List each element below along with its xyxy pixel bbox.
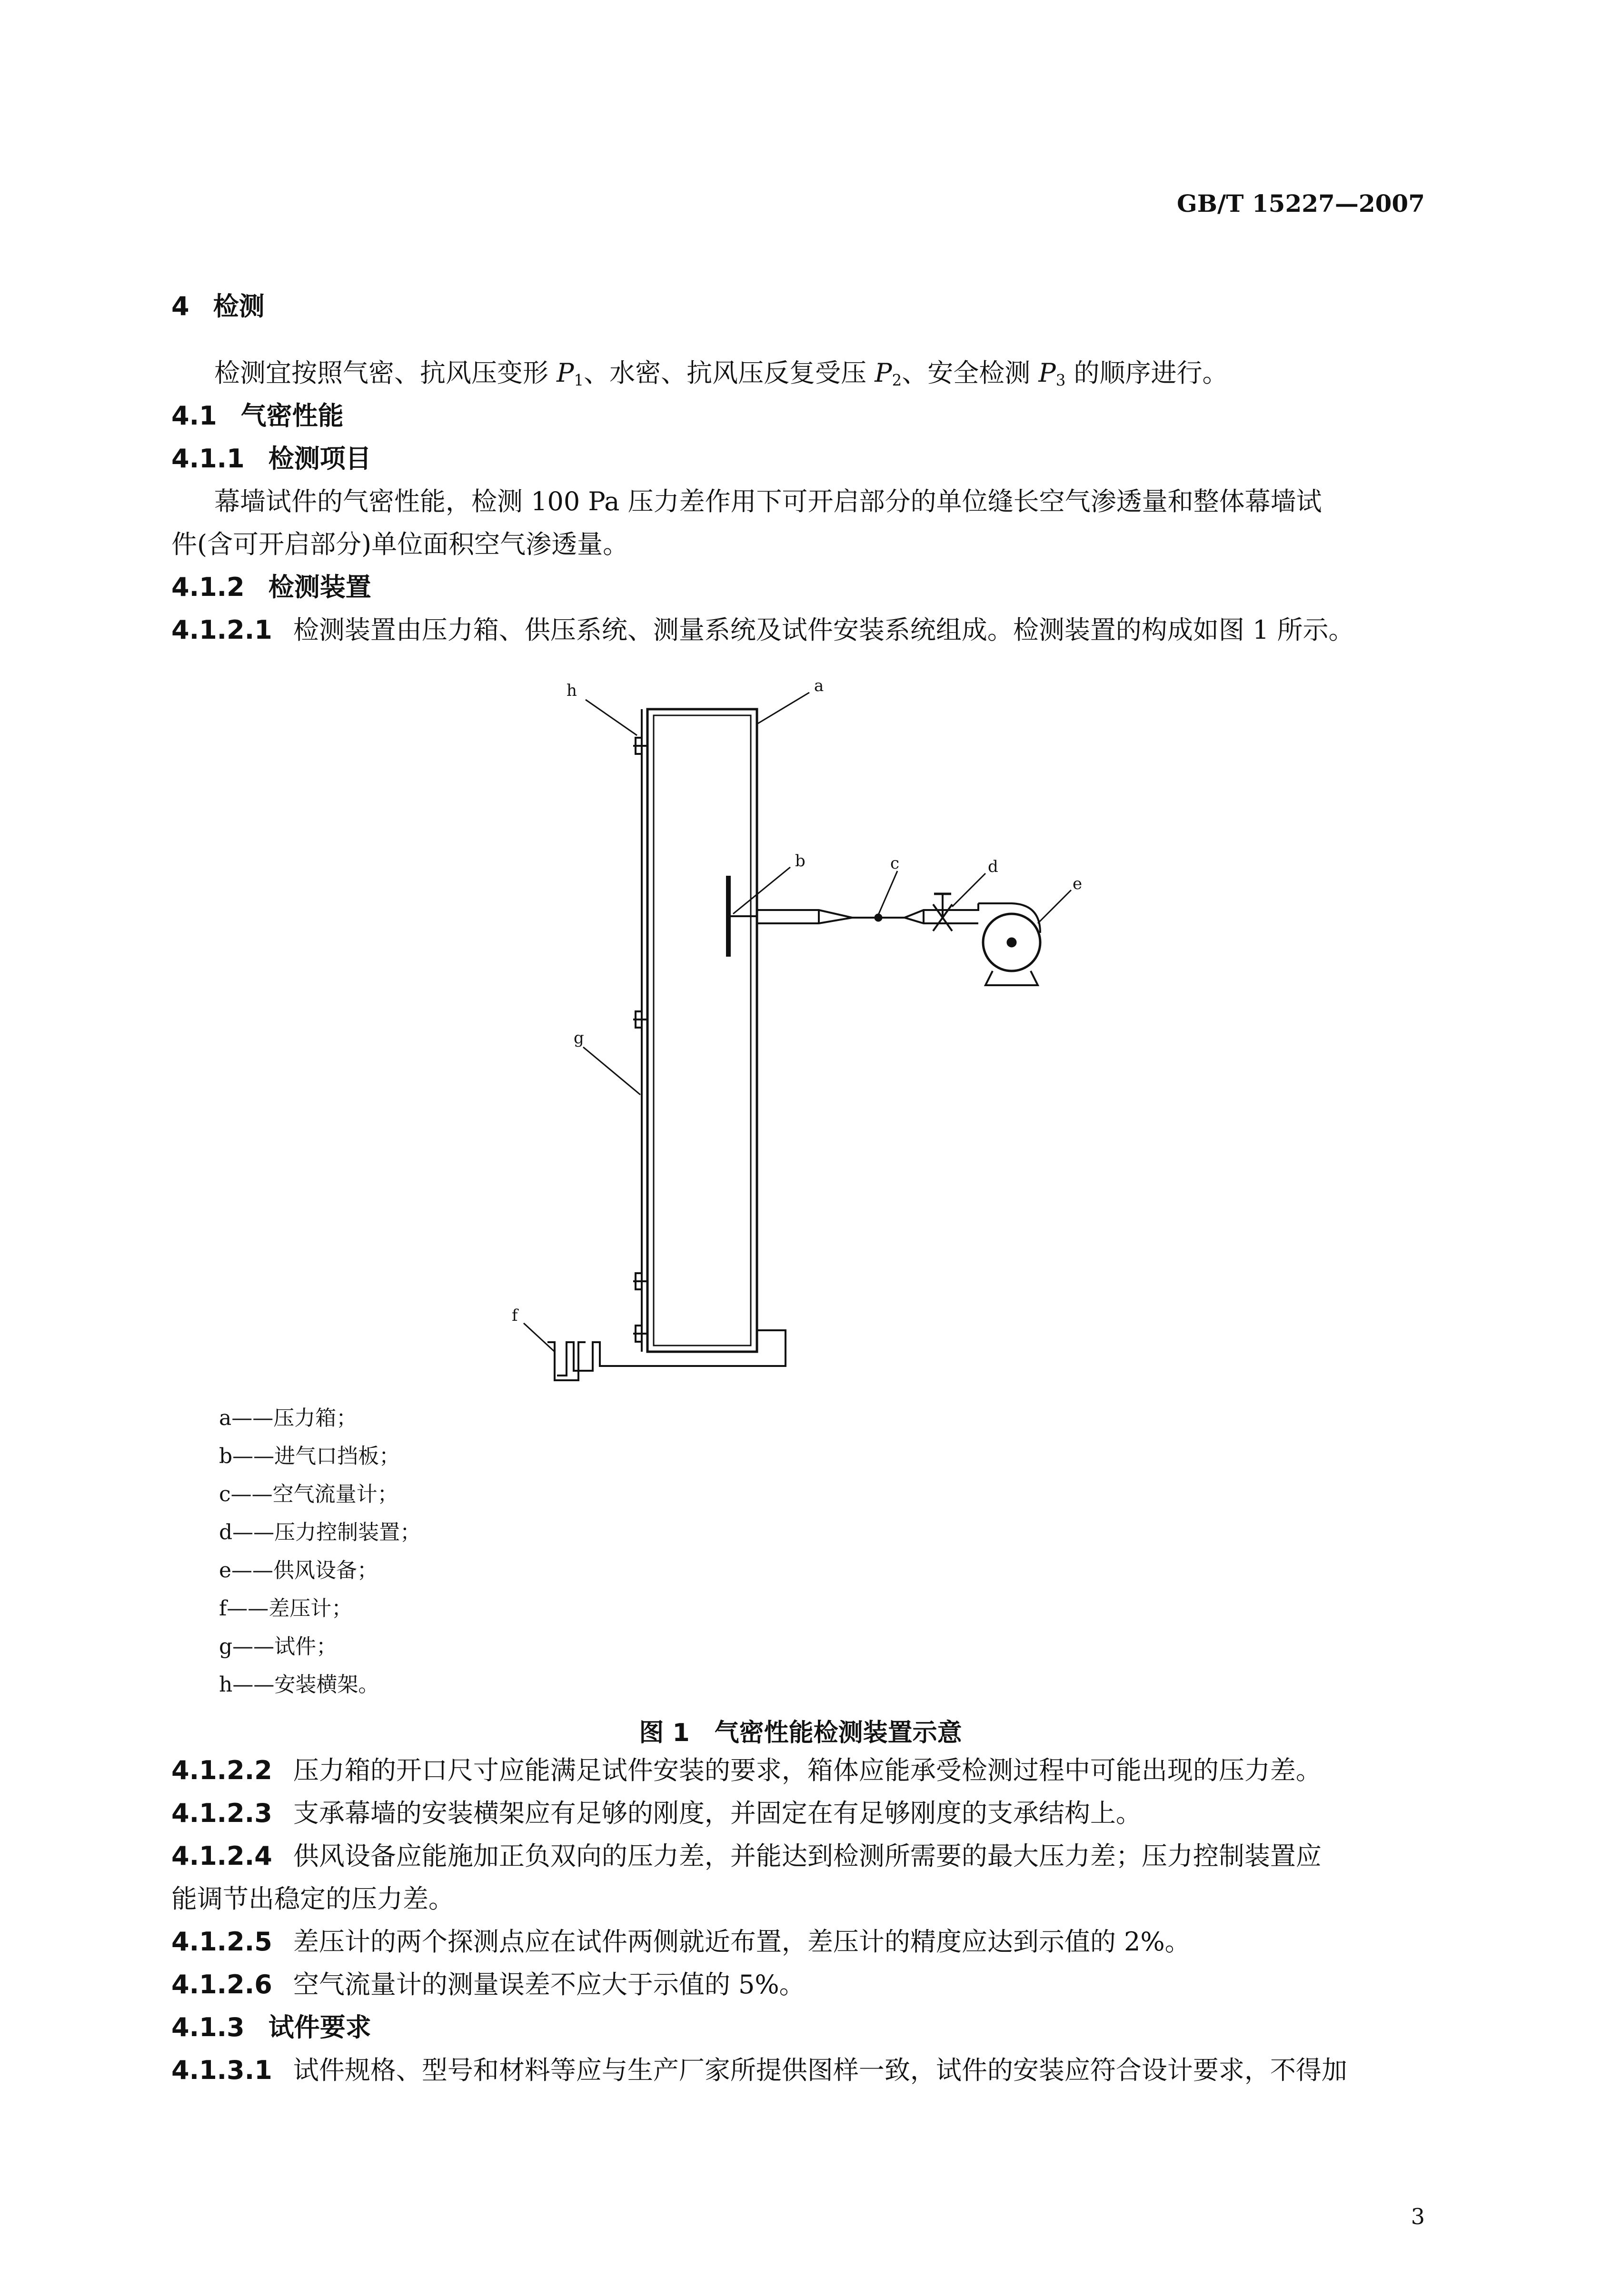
standard-number: GB/T 15227—2007	[1177, 189, 1425, 218]
clause-number: 4.1.2.6	[171, 1969, 272, 1999]
clause-4-1-2-5	[171, 1927, 1191, 1957]
section-4-1-1-line1: 幕墙试件的气密性能，检测 100 Pa 压力差作用下可开启部分的单位缝长空气渗透量和整体幕墙试	[214, 486, 1322, 516]
clause-text: 空气流量计的测量误差不应大于示值的 5%。	[293, 1969, 805, 1999]
section-title: 气密性能	[240, 401, 344, 431]
symbol-p1-sub: 1	[574, 371, 584, 390]
page-number: 3	[1411, 2204, 1425, 2229]
leader-a	[758, 693, 809, 723]
section-4-heading	[171, 291, 265, 322]
figure-legend	[219, 1399, 421, 1704]
clause-4-1-3-1	[171, 2055, 1347, 2086]
mounting-bracket-low	[633, 1273, 647, 1289]
label-c: c	[890, 854, 900, 873]
fan-hub	[1008, 939, 1015, 946]
mounting-bracket-top	[633, 738, 647, 754]
pressure-box	[647, 709, 757, 1352]
legend-item: f——差压计；	[219, 1596, 353, 1621]
section-4-1-heading	[171, 401, 344, 431]
legend-item: d——压力控制装置；	[219, 1520, 421, 1544]
leader-c	[878, 871, 897, 915]
section-title: 检测装置	[268, 572, 371, 602]
clause-text: 差压计的两个探测点应在试件两侧就近布置，差压计的精度应达到示值的 2%。	[293, 1927, 1191, 1957]
label-h: h	[567, 681, 577, 700]
clause-4-1-2-4	[171, 1841, 1322, 1871]
legend-item: b——进气口挡板；	[219, 1444, 400, 1468]
section-title: 检测	[213, 291, 265, 321]
leader-b	[733, 867, 790, 914]
section-number: 4.1.3	[171, 2012, 245, 2042]
label-a: a	[814, 676, 824, 695]
mounting-bracket-bottom	[633, 1326, 647, 1342]
clause-text: 试件规格、型号和材料等应与生产厂家所提供图样一致，试件的安装应符合设计要求，不得加	[293, 2055, 1347, 2085]
clause-number: 4.1.2.1	[171, 615, 272, 645]
clause-4-1-2-6	[171, 1969, 805, 2000]
label-f: f	[512, 1306, 518, 1325]
clause-text: 供风设备应能施加正负双向的压力差，并能达到检测所需要的最大压力差；压力控制装置应	[293, 1841, 1322, 1871]
clause-4-1-2-3	[171, 1798, 1142, 1829]
pressure-box-inner	[654, 715, 751, 1346]
section-4-1-1-heading	[171, 444, 371, 474]
figure-caption: 图 1 气密性能检测装置示意	[639, 1719, 962, 1747]
clause-text: 压力箱的开口尺寸应能满足试件安装的要求，箱体应能承受检测过程中可能出现的压力差。	[293, 1755, 1322, 1785]
symbol-p1: P	[557, 358, 574, 388]
label-e: e	[1073, 874, 1083, 893]
legend-item: g——试件；	[219, 1634, 338, 1659]
leader-d	[952, 873, 985, 907]
leader-h	[586, 700, 637, 735]
mounting-bracket-mid	[633, 1011, 647, 1028]
clause-number: 4.1.2.4	[171, 1841, 272, 1871]
label-d: d	[988, 857, 998, 876]
section-4-1-2-heading	[171, 572, 371, 603]
clause-number: 4.1.2.3	[171, 1798, 272, 1828]
intro-text-4: 的顺序进行。	[1065, 358, 1228, 388]
section-4-1-3-heading	[171, 2012, 371, 2043]
fan-base	[985, 971, 1038, 985]
air-flow-meter	[875, 915, 881, 920]
section-number: 4.1.2	[171, 572, 245, 602]
label-g: g	[574, 1029, 584, 1048]
legend-item: h——安装横架。	[219, 1673, 379, 1697]
section-title: 试件要求	[268, 2012, 371, 2042]
clause-text: 检测装置由压力箱、供压系统、测量系统及试件安装系统组成。检测装置的构成如图 1 所示。	[293, 615, 1354, 645]
figure-1-diagram	[476, 666, 1143, 1409]
leader-e	[1038, 890, 1071, 923]
clause-4-1-2-1	[171, 615, 1354, 645]
label-b: b	[795, 851, 805, 871]
section-number: 4.1.1	[171, 444, 245, 474]
symbol-p2: P	[875, 358, 892, 388]
legend-item: c——空气流量计；	[219, 1482, 398, 1506]
clause-number: 4.1.2.5	[171, 1927, 272, 1957]
section-number: 4.1	[171, 401, 217, 431]
leader-g	[583, 1047, 640, 1095]
intro-text-1: 检测宜按照气密、抗风压变形	[214, 358, 557, 388]
clause-4-1-2-4-line2: 能调节出稳定的压力差。	[171, 1884, 454, 1914]
section-4-1-1-line2: 件(含可开启部分)单位面积空气渗透量。	[171, 529, 629, 559]
intro-text-2: 、水密、抗风压反复受压	[584, 358, 875, 388]
leader-f	[524, 1323, 555, 1352]
section-number: 4	[171, 291, 189, 321]
clause-number: 4.1.2.2	[171, 1755, 272, 1785]
clause-text: 支承幕墙的安装横架应有足够的刚度，并固定在有足够刚度的支承结构上。	[293, 1798, 1142, 1828]
clause-number: 4.1.3.1	[171, 2055, 272, 2085]
legend-item: e——供风设备；	[219, 1558, 378, 1583]
clause-4-1-2-2	[171, 1755, 1322, 1786]
section-title: 检测项目	[268, 444, 371, 474]
symbol-p2-sub: 2	[892, 371, 902, 390]
legend-item: a——压力箱；	[219, 1406, 358, 1430]
symbol-p3: P	[1038, 358, 1056, 388]
intro-text-3: 、安全检测	[902, 358, 1039, 388]
symbol-p3-sub: 3	[1055, 371, 1066, 390]
section-4-intro	[214, 358, 1228, 396]
